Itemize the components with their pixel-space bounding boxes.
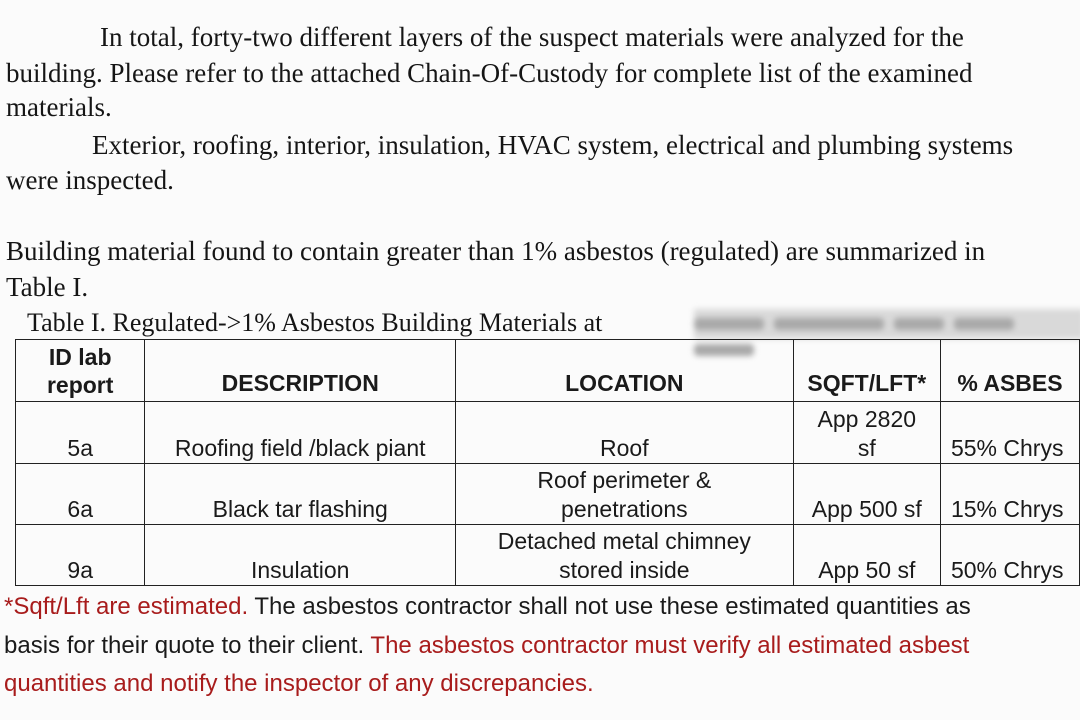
paragraph-1-line-3: materials.: [6, 92, 112, 122]
cell-id: 6a: [16, 464, 145, 525]
paragraph-3-line-2: Table I.: [6, 272, 89, 302]
cell-sqft-line-2: App 500 sf: [811, 496, 922, 522]
cell-location-line-2: penetrations: [561, 496, 688, 522]
cell-percent: 15% Chrys: [940, 464, 1079, 525]
header-description: DESCRIPTION: [145, 340, 456, 402]
table-row: [16, 402, 1080, 464]
contractor-note: The asbestos contractor shall not use these estimated quantities as: [248, 593, 971, 620]
paragraph-3-line-1: Building material found to contain greater than 1% asbestos (regulated) are summarized in: [6, 236, 986, 266]
footnote-line-2: [4, 631, 969, 661]
header-id-line-2: report: [46, 371, 114, 398]
paragraph-1-line-2: building. Please refer to the attached Chain-Of-Custody for complete list of the examined: [6, 58, 973, 88]
cell-percent: 55% Chrys: [940, 402, 1079, 464]
paragraph-1-line-1: In total, forty-two different layers of the suspect materials were analyzed for the: [100, 22, 964, 52]
cell-sqft-line-2: sf: [857, 435, 876, 461]
contractor-note-cont: basis for their quote to their client.: [4, 632, 371, 659]
table-row: [16, 464, 1080, 525]
cell-location-line-1: Detached metal chimney: [497, 528, 751, 554]
cell-description: Roofing field /black piant: [145, 402, 456, 464]
paragraph-2-line-1: Exterior, roofing, interior, insulation, HVAC system, electrical and plumbing systems: [92, 130, 1014, 160]
table-caption: Table I. Regulated->1% Asbestos Building Materials at: [27, 308, 603, 337]
verify-note: The asbestos contractor must verify all estimated asbest: [370, 632, 970, 659]
footnote-line-3: quantities and notify the inspector of any discrepancies.: [4, 670, 594, 697]
cell-location-line-1: Roof perimeter &: [537, 467, 712, 493]
redacted-address: [694, 309, 1080, 339]
estimate-note: *Sqft/Lft are estimated.: [4, 593, 249, 620]
table-row: [16, 525, 1080, 586]
cell-description: Black tar flashing: [145, 464, 456, 525]
header-sqft-lft: SQFT/LFT*: [793, 340, 940, 402]
cell-location: [456, 402, 794, 464]
cell-location: [456, 464, 794, 525]
cell-sqft-line-1: App 2820: [817, 406, 917, 432]
cell-sqft: [793, 464, 940, 525]
asbestos-materials-table: [15, 339, 1080, 586]
cell-id: 5a: [16, 402, 145, 464]
cell-location-line-2: Roof: [600, 435, 649, 461]
cell-sqft-line-2: App 50 sf: [818, 557, 916, 583]
cell-location-line-2: stored inside: [559, 557, 690, 583]
paragraph-2-line-2: were inspected.: [6, 165, 174, 195]
footnote-line-1: [4, 592, 971, 622]
header-location: LOCATION: [456, 340, 794, 402]
cell-location: [456, 525, 794, 586]
cell-sqft: [793, 402, 940, 464]
header-id-line-1: ID lab: [48, 343, 112, 370]
cell-id: 9a: [16, 525, 145, 586]
table-header-row: [16, 340, 1080, 402]
header-id-lab-report: [16, 340, 145, 402]
cell-percent: 50% Chrys: [940, 525, 1079, 586]
cell-description: Insulation: [145, 525, 456, 586]
cell-sqft: [793, 525, 940, 586]
header-percent-asbestos: % ASBES: [940, 340, 1079, 402]
